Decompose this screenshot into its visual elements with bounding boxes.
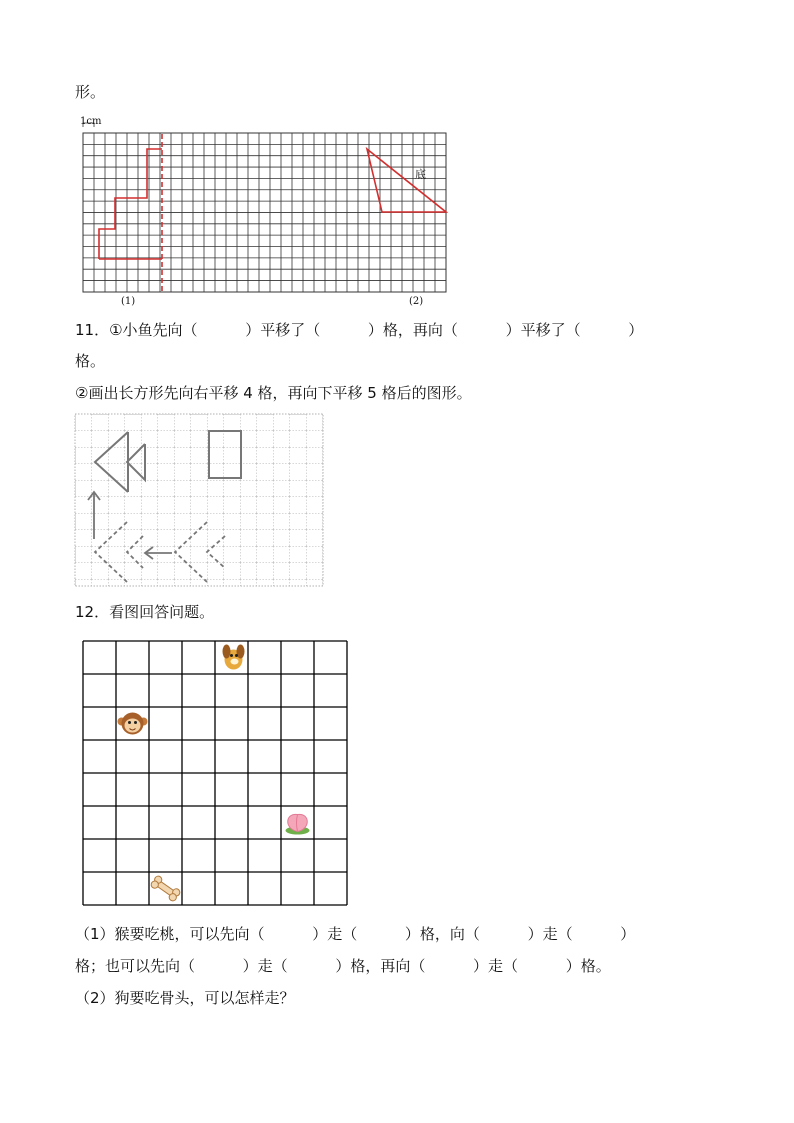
q12-sub1-line1: （1）猴要吃桃，可以先向（ ）走（ ）格，向（ ）走（ ）: [75, 925, 636, 943]
triangle-shape: [367, 149, 446, 212]
top-fragment-text: 形。: [75, 83, 106, 101]
dog-eye: [235, 654, 238, 657]
dog-snout: [231, 659, 239, 665]
dog-ear: [237, 645, 245, 659]
monkey-icon: [118, 713, 148, 735]
bone-shape: [150, 875, 181, 903]
monkey-eye: [134, 721, 137, 724]
grid-lines: [83, 641, 347, 905]
peach-icon: [286, 814, 310, 834]
figure-label-1: (1): [121, 296, 136, 307]
q12-sub2: （2）狗要吃骨头，可以怎样走？: [75, 989, 295, 1007]
q11-line2: 格。: [75, 352, 106, 370]
fish-translation-figure: [75, 414, 325, 589]
q12-title: 12．看图回答问题。: [75, 603, 215, 621]
q11-line3: ②画出长方形先向右平移 4 格，再向下平移 5 格后的图形。: [75, 384, 472, 402]
base-label: 底: [415, 168, 426, 181]
staircase-shape: [99, 149, 162, 259]
bone-icon: [150, 875, 181, 903]
dog-ear: [223, 645, 231, 659]
dog-icon: [223, 645, 245, 670]
dog-eye: [230, 654, 233, 657]
dotted-grid: [75, 414, 323, 586]
translation-grid-figure: [0, 0, 794, 320]
figure-label-2: (2): [409, 296, 424, 307]
monkey-eye: [128, 721, 131, 724]
q12-sub1-line2: 格；也可以先向（ ）走（ ）格，再向（ ）走（ ）格。: [75, 957, 611, 975]
q11-line1: 11．①小鱼先向（ ）平移了（ ）格，再向（ ）平移了（ ）: [75, 321, 644, 339]
scale-label: 1cm: [80, 116, 102, 127]
animal-position-grid: [82, 640, 348, 906]
